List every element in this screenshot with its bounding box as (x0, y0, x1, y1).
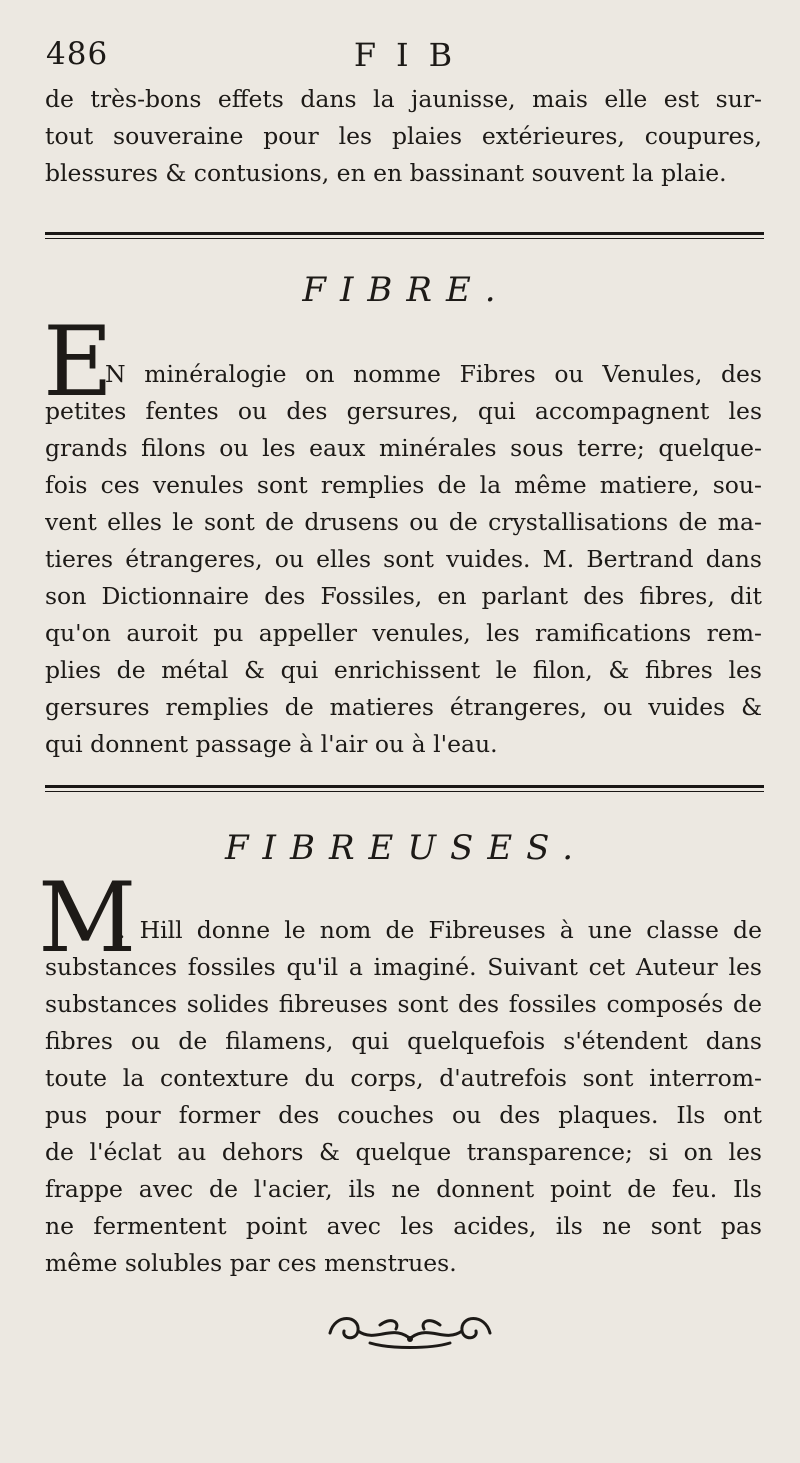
text-line: tieres étrangeres, ou elles sont vuides. M. Bertrand dans (45, 545, 762, 573)
drop-cap: M (38, 862, 137, 974)
drop-cap: E (43, 306, 114, 418)
article-title-fibre: FIBRE. (302, 270, 510, 310)
article-fibre-first-line (105, 356, 762, 393)
text-line: même solubles par ces menstrues. (45, 1249, 457, 1277)
text-line: . Hill donne le nom de Fibreuses à une classe de (118, 916, 762, 944)
continuation-text (45, 81, 762, 192)
page-number: 486 (46, 36, 109, 72)
text-line: de l'éclat au dehors & quelque transparence; si on les (45, 1138, 762, 1166)
text-line: ne fermentent point avec les acides, ils ne sont pas (45, 1212, 762, 1240)
text-line: toute la contexture du corps, d'autrefois sont interrom- (45, 1064, 762, 1092)
text-line: vent elles le sont de drusens ou de crystallisations de ma- (45, 508, 762, 536)
running-head: FIB (353, 36, 473, 74)
text-line: qu'on auroit pu appeller venules, les ramifications rem- (45, 619, 762, 647)
text-line: tout souveraine pour les plaies extérieures, coupures, (45, 122, 762, 150)
article-fibreuses-first-line (118, 912, 762, 949)
text-line: de très-bons effets dans la jaunisse, mais elle est sur- (45, 85, 762, 113)
text-line: N minéralogie on nomme Fibres ou Venules, des (105, 360, 762, 388)
text-line: grands filons ou les eaux minérales sous terre; quelque- (45, 434, 762, 462)
section-divider (45, 232, 764, 239)
text-line: fois ces venules sont remplies de la même matiere, sou- (45, 471, 762, 499)
text-line: son Dictionnaire des Fossiles, en parlant des fibres, dit (45, 582, 762, 610)
page-header (46, 36, 760, 86)
text-line: petites fentes ou des gersures, qui accompagnent les (45, 397, 762, 425)
text-line: gersures remplies de matieres étrangeres, ou vuides & (45, 693, 762, 721)
section-divider (45, 785, 764, 792)
text-line: plies de métal & qui enrichissent le filon, & fibres les (45, 656, 762, 684)
article-fibreuses-body (45, 949, 762, 1282)
text-line: fibres ou de filamens, qui quelquefois s'étendent dans (45, 1027, 762, 1055)
text-line: qui donnent passage à l'air ou à l'eau. (45, 730, 498, 758)
text-line: blessures & contusions, en en bassinant souvent la plaie. (45, 159, 727, 187)
text-line: pus pour former des couches ou des plaques. Ils ont (45, 1101, 762, 1129)
text-line: frappe avec de l'acier, ils ne donnent point de feu. Ils (45, 1175, 762, 1203)
text-line: substances fossiles qu'il a imaginé. Suivant cet Auteur les (45, 953, 762, 981)
fleuron-ornament-icon (320, 1303, 500, 1353)
article-fibre-body (45, 393, 762, 763)
article-title-fibreuses: FIBREUSES. (224, 828, 588, 868)
text-line: substances solides fibreuses sont des fossiles composés de (45, 990, 762, 1018)
